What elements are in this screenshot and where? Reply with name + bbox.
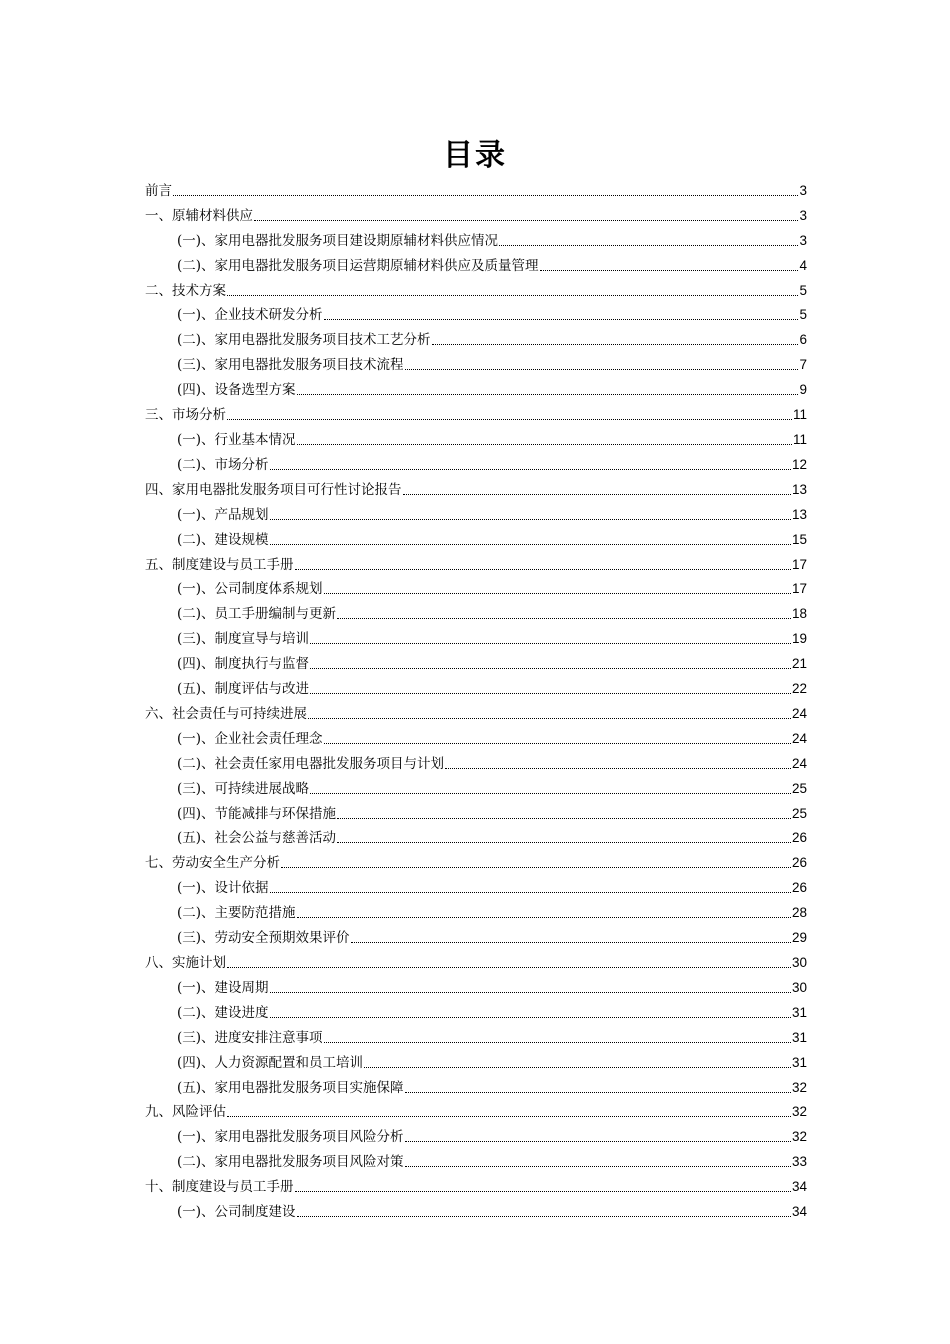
toc-entry[interactable] [145, 375, 807, 400]
dot-leader [432, 344, 799, 345]
toc-entry-page-number: 31 [791, 1054, 807, 1070]
dot-leader [308, 718, 791, 719]
dot-leader [254, 220, 798, 221]
dot-leader [310, 793, 791, 794]
toc-entry-text: (三)、家用电器批发服务项目技术流程 [177, 357, 404, 374]
toc-entry[interactable] [145, 674, 807, 699]
dot-leader [337, 818, 791, 819]
dot-leader [337, 618, 791, 619]
dot-leader [405, 369, 799, 370]
toc-entry-text: (一)、建设周期 [177, 979, 269, 996]
toc-entry[interactable] [145, 301, 807, 326]
toc-entry-page-number: 29 [791, 930, 807, 946]
table-of-contents [145, 176, 807, 1222]
toc-entry-text: (二)、市场分析 [177, 456, 269, 473]
toc-entry[interactable] [145, 799, 807, 824]
toc-entry[interactable] [145, 425, 807, 450]
toc-entry-text: (四)、人力资源配置和员工培训 [177, 1054, 364, 1071]
toc-entry-text: (一)、公司制度建设 [177, 1204, 296, 1221]
toc-entry-text: (三)、进度安排注意事项 [177, 1029, 323, 1046]
toc-entry[interactable] [145, 325, 807, 350]
toc-entry[interactable] [145, 649, 807, 674]
toc-entry-text: (一)、产品规划 [177, 506, 269, 523]
toc-entry-text: 三、市场分析 [145, 407, 226, 424]
dot-leader [324, 1042, 791, 1043]
toc-entry-text: 七、劳动安全生产分析 [145, 855, 280, 872]
dot-leader [227, 295, 798, 296]
dot-leader [270, 892, 791, 893]
dot-leader [227, 1116, 791, 1117]
toc-entry[interactable] [145, 998, 807, 1023]
dot-leader [364, 1067, 791, 1068]
toc-entry[interactable] [145, 848, 807, 873]
toc-entry[interactable] [145, 475, 807, 500]
dot-leader [173, 195, 798, 196]
toc-entry[interactable] [145, 749, 807, 774]
toc-entry-page-number: 31 [791, 1004, 807, 1020]
toc-entry[interactable] [145, 724, 807, 749]
toc-entry-page-number: 22 [791, 681, 807, 697]
toc-entry[interactable] [145, 1023, 807, 1048]
dot-leader [445, 768, 791, 769]
dot-leader [351, 942, 791, 943]
dot-leader [337, 842, 791, 843]
toc-entry-page-number: 5 [799, 282, 807, 298]
toc-entry-page-number: 30 [791, 979, 807, 995]
toc-entry-page-number: 26 [791, 830, 807, 846]
toc-entry-page-number: 9 [799, 382, 807, 398]
toc-entry-page-number: 18 [791, 606, 807, 622]
toc-entry[interactable] [145, 525, 807, 550]
toc-entry-page-number: 25 [791, 780, 807, 796]
dot-leader [295, 1191, 791, 1192]
toc-entry-page-number: 11 [792, 431, 807, 447]
toc-entry-text: (二)、建设规模 [177, 531, 269, 548]
toc-entry-text: (二)、家用电器批发服务项目运营期原辅材料供应及质量管理 [177, 257, 539, 274]
toc-entry-page-number: 25 [791, 805, 807, 821]
toc-entry-page-number: 19 [791, 631, 807, 647]
dot-leader [270, 519, 791, 520]
dot-leader [295, 569, 791, 570]
toc-entry-text: 前言 [145, 182, 172, 199]
toc-entry-page-number: 12 [791, 456, 807, 472]
toc-entry-text: (一)、公司制度体系规划 [177, 581, 323, 598]
toc-entry[interactable] [145, 824, 807, 849]
toc-entry-text: (一)、企业技术研发分析 [177, 307, 323, 324]
page-title: 目录 [443, 138, 507, 173]
toc-entry[interactable] [145, 973, 807, 998]
toc-entry-page-number: 4 [799, 257, 807, 273]
toc-entry[interactable] [145, 500, 807, 525]
toc-entry-page-number: 32 [791, 1129, 807, 1145]
dot-leader [499, 245, 798, 246]
toc-entry-text: (一)、设计依据 [177, 880, 269, 897]
toc-entry-page-number: 24 [791, 755, 807, 771]
toc-entry-page-number: 3 [799, 232, 807, 248]
toc-entry-page-number: 24 [791, 730, 807, 746]
dot-leader [297, 1216, 791, 1217]
toc-entry[interactable] [145, 774, 807, 799]
toc-entry-page-number: 3 [799, 182, 807, 198]
toc-entry[interactable] [145, 450, 807, 475]
toc-entry-page-number: 31 [791, 1029, 807, 1045]
toc-entry[interactable] [145, 1073, 807, 1098]
toc-entry[interactable] [145, 575, 807, 600]
dot-leader [310, 668, 791, 669]
toc-entry-text: (一)、企业社会责任理念 [177, 730, 323, 747]
toc-entry-text: 二、技术方案 [145, 282, 226, 299]
toc-entry[interactable] [145, 201, 807, 226]
dot-leader [297, 394, 799, 395]
toc-entry[interactable] [145, 400, 807, 425]
dot-leader [270, 469, 791, 470]
toc-entry[interactable] [145, 350, 807, 375]
toc-entry[interactable] [145, 948, 807, 973]
toc-entry[interactable] [145, 176, 807, 201]
toc-entry-text: 五、制度建设与员工手册 [145, 556, 294, 573]
toc-entry-page-number: 33 [791, 1154, 807, 1170]
toc-entry[interactable] [145, 1197, 807, 1222]
dot-leader [324, 593, 791, 594]
toc-entry-text: 四、家用电器批发服务项目可行性讨论报告 [145, 481, 402, 498]
toc-entry-page-number: 15 [791, 531, 807, 547]
toc-entry-text: 八、实施计划 [145, 955, 226, 971]
dot-leader [405, 1141, 791, 1142]
toc-entry-page-number: 32 [791, 1079, 807, 1095]
toc-entry-text: (一)、行业基本情况 [177, 431, 296, 448]
dot-leader [297, 917, 791, 918]
toc-entry-text: (三)、可持续进展战略 [177, 780, 310, 797]
toc-entry-page-number: 17 [791, 581, 807, 597]
toc-entry-text: 十、制度建设与员工手册 [145, 1179, 294, 1196]
dot-leader [324, 319, 799, 320]
dot-leader [324, 743, 791, 744]
toc-entry[interactable] [145, 599, 807, 624]
toc-entry-page-number: 26 [791, 880, 807, 896]
toc-entry-text: (一)、家用电器批发服务项目建设期原辅材料供应情况 [177, 232, 499, 249]
toc-entry-text: (二)、建设进度 [177, 1004, 269, 1021]
toc-entry-page-number: 34 [791, 1204, 807, 1220]
toc-entry[interactable] [145, 898, 807, 923]
toc-entry[interactable] [145, 1048, 807, 1073]
toc-entry-text: 六、社会责任与可持续进展 [145, 705, 307, 722]
toc-entry[interactable] [145, 251, 807, 276]
toc-entry-page-number: 28 [791, 905, 807, 921]
toc-entry[interactable] [145, 1122, 807, 1147]
toc-entry-text: (三)、劳动安全预期效果评价 [177, 930, 350, 947]
dot-leader [405, 1092, 791, 1093]
toc-entry-page-number: 3 [799, 207, 807, 223]
toc-entry-page-number: 13 [791, 481, 807, 497]
toc-entry-text: (三)、制度宣导与培训 [177, 631, 310, 648]
toc-entry-text: (二)、社会责任家用电器批发服务项目与计划 [177, 755, 445, 772]
dot-leader [270, 1017, 791, 1018]
dot-leader [405, 1166, 791, 1167]
dot-leader [281, 867, 791, 868]
toc-entry-text: (二)、员工手册编制与更新 [177, 606, 337, 623]
toc-entry-text: (四)、制度执行与监督 [177, 656, 310, 673]
toc-entry-page-number: 5 [799, 307, 807, 323]
toc-entry-text: 九、风险评估 [145, 1104, 226, 1121]
toc-entry-page-number: 32 [791, 1104, 807, 1120]
toc-entry-text: (二)、主要防范措施 [177, 905, 296, 922]
dot-leader [540, 270, 799, 271]
toc-entry[interactable] [145, 873, 807, 898]
toc-entry[interactable] [145, 550, 807, 575]
toc-entry-text: (五)、制度评估与改进 [177, 681, 310, 698]
toc-entry[interactable] [145, 276, 807, 301]
toc-entry[interactable] [145, 226, 807, 251]
dot-leader [310, 643, 791, 644]
toc-entry-page-number: 30 [791, 955, 807, 970]
toc-entry-page-number: 26 [791, 855, 807, 871]
dot-leader [310, 693, 791, 694]
toc-entry-text: (五)、家用电器批发服务项目实施保障 [177, 1079, 404, 1096]
toc-entry-page-number: 34 [791, 1179, 807, 1195]
toc-entry[interactable] [145, 624, 807, 649]
toc-entry-text: (二)、家用电器批发服务项目技术工艺分析 [177, 332, 431, 349]
toc-entry-text: 一、原辅材料供应 [145, 207, 253, 224]
toc-entry-page-number: 13 [791, 506, 807, 522]
dot-leader [270, 544, 791, 545]
toc-entry-text: (五)、社会公益与慈善活动 [177, 830, 337, 847]
toc-entry-page-number: 6 [799, 332, 807, 348]
toc-entry[interactable] [145, 1172, 807, 1197]
dot-leader [403, 494, 791, 495]
toc-entry[interactable] [145, 923, 807, 948]
dot-leader [227, 967, 791, 968]
dot-leader [227, 419, 792, 420]
toc-entry-page-number: 17 [791, 556, 807, 572]
dot-leader [297, 444, 792, 445]
toc-entry[interactable] [145, 1098, 807, 1123]
toc-entry-page-number: 7 [799, 357, 807, 373]
toc-entry[interactable] [145, 1147, 807, 1172]
dot-leader [270, 992, 791, 993]
toc-entry-text: (二)、家用电器批发服务项目风险对策 [177, 1154, 404, 1171]
toc-entry-text: (四)、节能减排与环保措施 [177, 805, 337, 822]
toc-entry-text: (一)、家用电器批发服务项目风险分析 [177, 1129, 404, 1146]
toc-entry-text: (四)、设备选型方案 [177, 382, 296, 399]
toc-entry[interactable] [145, 699, 807, 724]
toc-entry-page-number: 11 [792, 407, 807, 423]
toc-entry-page-number: 21 [791, 656, 807, 672]
toc-entry-page-number: 24 [791, 705, 807, 721]
